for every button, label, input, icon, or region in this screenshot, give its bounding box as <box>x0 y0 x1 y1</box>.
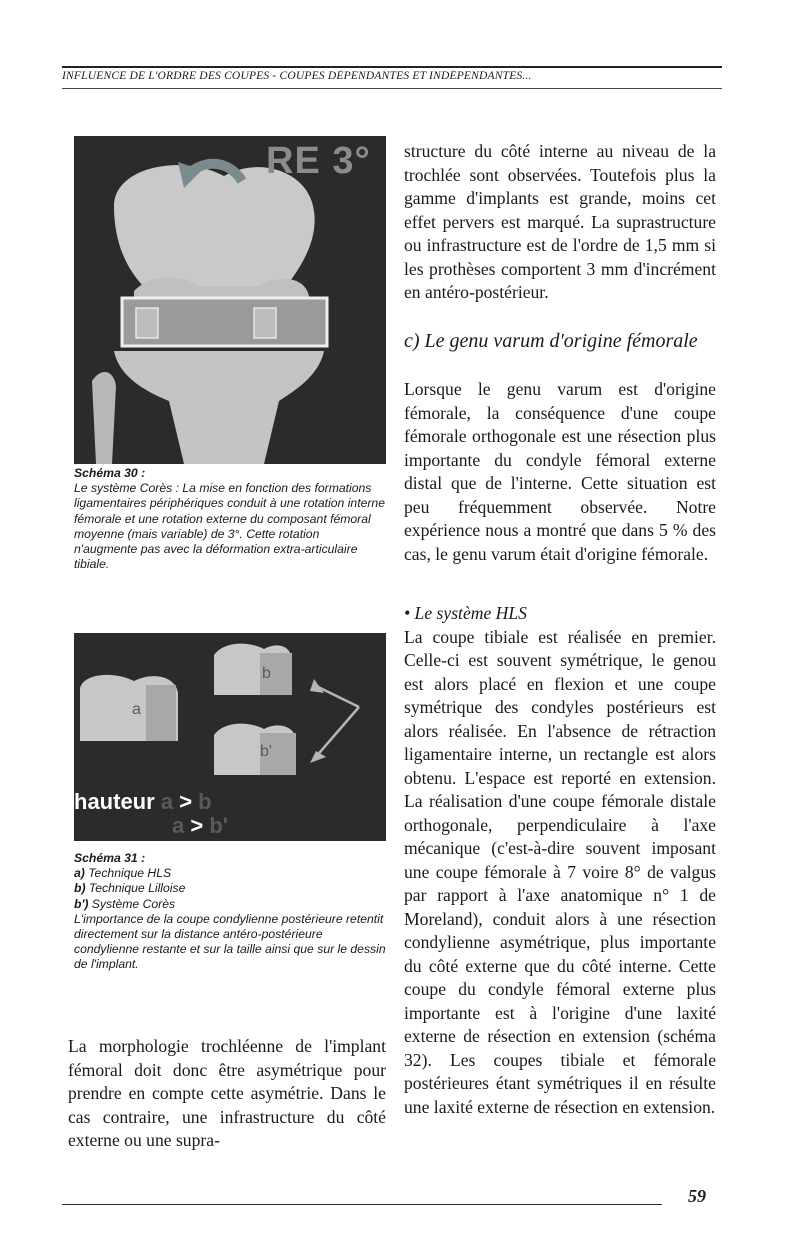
height-comparison-line2 <box>172 813 228 839</box>
knee-rotation-illustration <box>74 136 386 464</box>
right-column-top <box>404 140 716 305</box>
line2-gt: > <box>190 813 204 838</box>
caption-item: b) Technique Lilloise <box>74 881 186 896</box>
left-paragraph: La morphologie trochléenne de l'implant fémoral doit donc être asymétrique pour prendre en compte cette asymétrie. Dans le cas contraire, une infrastructure du côté externe ou une supra- <box>68 1036 386 1150</box>
height-comparison-line1 <box>74 789 212 815</box>
line1-a: a <box>160 789 174 814</box>
line1-b: b <box>198 789 212 814</box>
footer-rule <box>62 1204 662 1205</box>
left-column-text <box>68 1035 386 1153</box>
shape-a-label: a <box>132 701 141 718</box>
figure-31-image <box>74 633 386 841</box>
hauteur-label: hauteur <box>74 789 155 814</box>
line1-gt: > <box>179 789 193 814</box>
right-column-middle <box>404 378 716 566</box>
figure-30-caption <box>74 466 386 572</box>
shape-b-prime-label: b' <box>260 743 272 760</box>
subheading-hls: • Le système HLS <box>404 603 527 623</box>
header-rule-top <box>62 66 722 68</box>
right-paragraph-2: Lorsque le genu varum est d'origine fémorale, la conséquence d'une coupe fémorale orthogonale est une résection plus importante du condyle fémoral externe distal que de l'interne. Cette situation est peu fréquemment observée. Notre expérience nous a montré que dans 5 % des cas, le genu varum était d'origine fémorale. <box>404 379 716 564</box>
figure-31-caption-title: Schéma 31 : <box>74 851 146 865</box>
caption-item: b') Système Corès <box>74 896 176 911</box>
running-header: INFLUENCE DE L'ORDRE DES COUPES - COUPES DÉPENDANTES ET INDÉPENDANTES... <box>62 70 532 82</box>
header-rule-bottom <box>62 88 722 89</box>
figure-30-caption-title: Schéma 30 : <box>74 466 146 480</box>
line2-b: b' <box>209 813 229 838</box>
rotation-label: RE 3° <box>266 140 371 182</box>
right-column-bottom <box>404 602 716 1119</box>
page-number: 59 <box>688 1186 706 1206</box>
figure-31-caption-text: L'importance de la coupe condylienne postérieure retentit directement sur la distance antéro-postérieure condylienne restante et sur la taille ainsi que sur le dessin de l'implant. <box>74 911 386 972</box>
figure-30-caption-text: Le système Corès : La mise en fonction des formations ligamentaires périphériques conduit à une rotation interne fémorale et une rotation externe du composant fémoral moyenne (mais variable) de 3°. Cette rotation n'augmente pas avec la déformation extra-articulaire tibiale. <box>74 481 385 572</box>
caption-item: a) Technique HLS <box>74 866 172 881</box>
line2-a: a <box>172 813 185 838</box>
figure-31-caption <box>74 851 386 973</box>
shape-b-label: b <box>262 665 271 682</box>
section-heading: c) Le genu varum d'origine fémorale <box>404 330 698 352</box>
right-paragraph-3: La coupe tibiale est réalisée en premier. Celle-ci est souvent symétrique, le genou est alors placé en flexion et une coupe symétrique des condyles postérieurs est alors réalisée. En l'absence de rétraction ligamentaire interne, un rectangle est alors obtenu. L'espace est reporté en extension. La réalisation d'une coupe fémorale distale orthogonale, perpendiculaire à l'axe mécanique (c'est-à-dire souvent imposant une coupe fémorale à 7 voire 8° de valgus par rapport à l'axe anatomique n° 1 de Moreland), conduit alors à une résection condylienne asymétrique, plus importante du côté externe que du côté interne. Cette coupe du condyle fémoral externe plus importante est à l'origine d'une laxité externe de résection en extension (schéma 32). Les coupes tibiale et fémorale postérieures étant symétriques il en résulte une laxité externe de résection en extension. <box>404 626 716 1117</box>
figure-30-image <box>74 136 386 464</box>
right-paragraph-1: structure du côté interne au niveau de la trochlée sont observées. Toutefois plus la gamme d'implants est grande, moins cet effet pervers est marqué. La suprastructure ou infrastructure est de l'ordre de 1,5 mm si les prothèses comportent 3 mm d'incrément en antéro-postérieur. <box>404 141 716 302</box>
